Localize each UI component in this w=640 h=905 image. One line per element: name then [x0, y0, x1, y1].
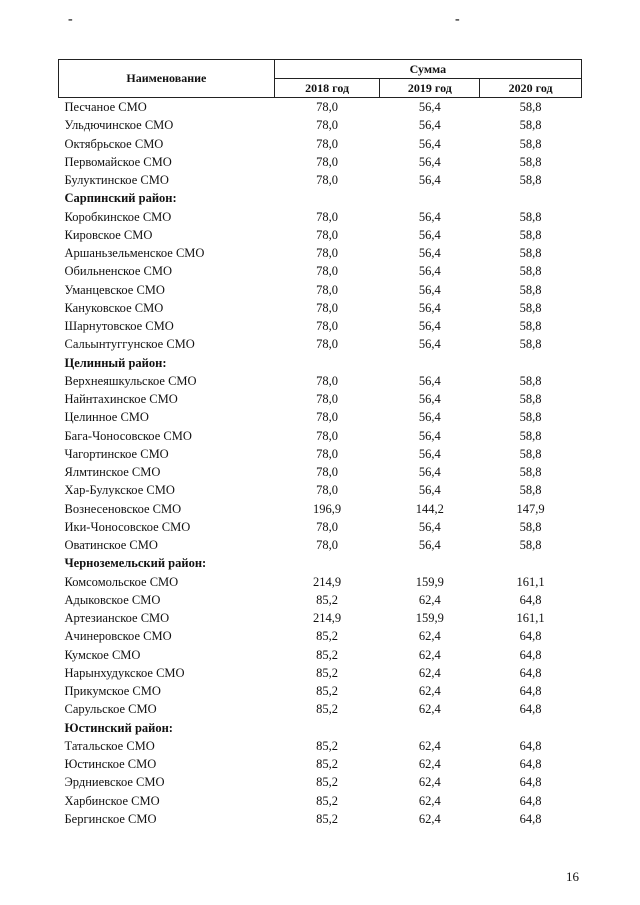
municipality-name: Ялмтинское СМО — [64, 465, 161, 480]
amount-2018: 85,2 — [316, 665, 339, 680]
amount-2018: 214,9 — [313, 611, 342, 626]
municipality-name: Шарнутовское СМО — [64, 319, 174, 334]
table-row — [59, 646, 582, 664]
table-row — [59, 299, 582, 317]
table-row — [59, 135, 582, 153]
amount-2020: 161,1 — [516, 574, 545, 589]
amount-2018: 78,0 — [316, 118, 339, 133]
amount-2019: 56,4 — [418, 428, 441, 443]
table-row — [59, 408, 582, 426]
amount-2018: 78,0 — [316, 428, 339, 443]
amount-2020: 64,8 — [519, 647, 542, 662]
amount-2018: 78,0 — [316, 373, 339, 388]
amount-2019: 62,4 — [418, 702, 441, 717]
region-name: Черноземельский район: — [64, 556, 207, 571]
column-header-2019: 2019 год — [380, 79, 480, 98]
municipality-name: Верхнеяшкульское СМО — [64, 373, 197, 388]
amount-2019: 56,4 — [418, 373, 441, 388]
amount-2018: 85,2 — [316, 793, 339, 808]
municipality-name: Кумское СМО — [64, 647, 141, 662]
municipality-name: Целинное СМО — [64, 410, 149, 425]
amount-2018: 85,2 — [316, 702, 339, 717]
table-row — [59, 810, 582, 828]
amount-2018: 85,2 — [316, 775, 339, 790]
amount-2020: 64,8 — [519, 793, 542, 808]
table-row — [59, 481, 582, 499]
amount-2019: 62,4 — [418, 665, 441, 680]
municipality-name: Ачинеровское СМО — [64, 629, 172, 644]
municipality-name: Булуктинское СМО — [64, 173, 169, 188]
amount-2020: 58,8 — [519, 209, 542, 224]
amount-2020: 58,8 — [519, 392, 542, 407]
amount-2020: 58,8 — [519, 282, 542, 297]
table-row — [59, 682, 582, 700]
table-header — [59, 60, 582, 98]
amount-2019: 56,4 — [418, 519, 441, 534]
amount-2019: 62,4 — [418, 811, 441, 826]
municipality-name: Прикумское СМО — [64, 684, 161, 699]
amount-2020: 64,8 — [519, 757, 542, 772]
region-heading-row — [59, 554, 582, 572]
municipality-name: Харбинское СМО — [64, 793, 160, 808]
amount-2020: 64,8 — [519, 665, 542, 680]
amount-2018: 78,0 — [316, 282, 339, 297]
municipality-name: Бергинское СМО — [64, 811, 157, 826]
table-row — [59, 372, 582, 390]
amount-2020: 58,8 — [519, 428, 542, 443]
amount-2020: 64,8 — [519, 629, 542, 644]
municipality-name: Первомайское СМО — [64, 154, 172, 169]
budget-table — [58, 59, 582, 828]
region-heading-row — [59, 354, 582, 372]
municipality-name: Ики-Чоносовское СМО — [64, 519, 191, 534]
municipality-name: Татальское СМО — [64, 738, 155, 753]
amount-2020: 58,8 — [519, 410, 542, 425]
amount-2020: 58,8 — [519, 227, 542, 242]
table-row — [59, 700, 582, 718]
table-row — [59, 773, 582, 791]
municipality-name: Адыковское СМО — [64, 592, 161, 607]
amount-2018: 78,0 — [316, 173, 339, 188]
table-body — [59, 98, 582, 829]
amount-2019: 56,4 — [418, 136, 441, 151]
amount-2020: 58,8 — [519, 373, 542, 388]
table-row — [59, 664, 582, 682]
amount-2019: 56,4 — [418, 337, 441, 352]
amount-2019: 62,4 — [418, 793, 441, 808]
amount-2020: 58,8 — [519, 465, 542, 480]
region-name: Сарпинский район: — [64, 191, 177, 206]
amount-2020: 64,8 — [519, 811, 542, 826]
region-name: Юстинский район: — [64, 720, 173, 735]
municipality-name: Уманцевское СМО — [64, 282, 165, 297]
amount-2020: 58,8 — [519, 154, 542, 169]
municipality-name: Кануковское СМО — [64, 300, 164, 315]
table-row — [59, 116, 582, 134]
amount-2020: 161,1 — [516, 611, 545, 626]
amount-2018: 78,0 — [316, 246, 339, 261]
amount-2019: 62,4 — [418, 592, 441, 607]
table-row — [59, 262, 582, 280]
amount-2020: 58,8 — [519, 118, 542, 133]
amount-2019: 56,4 — [418, 264, 441, 279]
amount-2018: 78,0 — [316, 446, 339, 461]
table-row — [59, 500, 582, 518]
amount-2019: 159,9 — [415, 611, 444, 626]
amount-2020: 58,8 — [519, 173, 542, 188]
amount-2019: 56,4 — [418, 465, 441, 480]
amount-2020: 58,8 — [519, 446, 542, 461]
table-row — [59, 445, 582, 463]
amount-2019: 62,4 — [418, 629, 441, 644]
column-header-2018: 2018 год — [274, 79, 380, 98]
amount-2020: 58,8 — [519, 100, 542, 115]
amount-2019: 56,4 — [418, 538, 441, 553]
municipality-name: Сальынтуггунское СМО — [64, 337, 195, 352]
municipality-name: Песчаное СМО — [64, 100, 147, 115]
amount-2019: 56,4 — [418, 227, 441, 242]
table-row — [59, 335, 582, 353]
amount-2019: 56,4 — [418, 319, 441, 334]
amount-2018: 78,0 — [316, 264, 339, 279]
amount-2020: 64,8 — [519, 702, 542, 717]
amount-2018: 85,2 — [316, 684, 339, 699]
amount-2019: 56,4 — [418, 392, 441, 407]
amount-2020: 58,8 — [519, 246, 542, 261]
amount-2020: 58,8 — [519, 136, 542, 151]
table-row — [59, 171, 582, 189]
table-row — [59, 463, 582, 481]
table-row — [59, 737, 582, 755]
municipality-name: Вознесеновское СМО — [64, 501, 182, 516]
amount-2020: 64,8 — [519, 775, 542, 790]
municipality-name: Коробкинское СМО — [64, 209, 172, 224]
amount-2019: 56,4 — [418, 483, 441, 498]
table-row — [59, 792, 582, 810]
amount-2018: 78,0 — [316, 483, 339, 498]
amount-2018: 78,0 — [316, 465, 339, 480]
region-name: Целинный район: — [64, 355, 167, 370]
amount-2018: 78,0 — [316, 100, 339, 115]
amount-2018: 78,0 — [316, 538, 339, 553]
amount-2019: 56,4 — [418, 173, 441, 188]
amount-2018: 85,2 — [316, 629, 339, 644]
amount-2019: 62,4 — [418, 738, 441, 753]
amount-2018: 78,0 — [316, 227, 339, 242]
header-mark-left: - — [68, 12, 73, 27]
amount-2018: 78,0 — [316, 300, 339, 315]
table-row — [59, 153, 582, 171]
amount-2020: 147,9 — [516, 501, 545, 516]
municipality-name: Сарульское СМО — [64, 702, 157, 717]
amount-2020: 58,8 — [519, 483, 542, 498]
amount-2018: 78,0 — [316, 410, 339, 425]
amount-2019: 144,2 — [415, 501, 444, 516]
municipality-name: Юстинское СМО — [64, 757, 157, 772]
amount-2020: 58,8 — [519, 264, 542, 279]
amount-2020: 58,8 — [519, 319, 542, 334]
amount-2020: 64,8 — [519, 738, 542, 753]
amount-2020: 64,8 — [519, 684, 542, 699]
amount-2018: 78,0 — [316, 392, 339, 407]
table-row — [59, 518, 582, 536]
amount-2018: 85,2 — [316, 592, 339, 607]
table-row — [59, 390, 582, 408]
amount-2019: 56,4 — [418, 246, 441, 261]
municipality-name: Ульдючинское СМО — [64, 118, 174, 133]
table-row — [59, 98, 582, 117]
municipality-name: Аршаньзельменское СМО — [64, 246, 205, 261]
municipality-name: Обильненское СМО — [64, 264, 172, 279]
region-heading-row — [59, 719, 582, 737]
amount-2020: 58,8 — [519, 337, 542, 352]
amount-2018: 78,0 — [316, 337, 339, 352]
column-header-name: Наименование — [59, 60, 275, 98]
table-row — [59, 755, 582, 773]
municipality-name: Нарынхудукское СМО — [64, 665, 185, 680]
amount-2020: 64,8 — [519, 592, 542, 607]
amount-2020: 58,8 — [519, 300, 542, 315]
amount-2019: 56,4 — [418, 300, 441, 315]
municipality-name: Найнтахинское СМО — [64, 392, 178, 407]
amount-2019: 56,4 — [418, 154, 441, 169]
page-number: 16 — [566, 869, 579, 884]
table-row — [59, 591, 582, 609]
header-mark-right: - — [455, 12, 460, 27]
municipality-name: Чагортинское СМО — [64, 446, 169, 461]
amount-2019: 159,9 — [415, 574, 444, 589]
table-row — [59, 317, 582, 335]
amount-2019: 56,4 — [418, 282, 441, 297]
amount-2019: 62,4 — [418, 647, 441, 662]
municipality-name: Бага-Чоносовское СМО — [64, 428, 192, 443]
table-row — [59, 427, 582, 445]
amount-2019: 56,4 — [418, 118, 441, 133]
table-row — [59, 281, 582, 299]
amount-2018: 78,0 — [316, 519, 339, 534]
amount-2019: 62,4 — [418, 757, 441, 772]
amount-2018: 85,2 — [316, 647, 339, 662]
amount-2019: 56,4 — [418, 100, 441, 115]
table-row — [59, 226, 582, 244]
municipality-name: Хар-Булукское СМО — [64, 483, 175, 498]
municipality-name: Артезианское СМО — [64, 611, 170, 626]
table-row — [59, 244, 582, 262]
amount-2018: 85,2 — [316, 757, 339, 772]
table-row — [59, 573, 582, 591]
region-heading-row — [59, 189, 582, 207]
municipality-name: Комсомольское СМО — [64, 574, 179, 589]
municipality-name: Октябрьское СМО — [64, 136, 164, 151]
amount-2018: 196,9 — [313, 501, 342, 516]
amount-2018: 78,0 — [316, 209, 339, 224]
column-header-sum: Сумма — [274, 60, 581, 79]
amount-2018: 78,0 — [316, 319, 339, 334]
amount-2019: 62,4 — [418, 684, 441, 699]
amount-2019: 56,4 — [418, 209, 441, 224]
table-row — [59, 627, 582, 645]
amount-2020: 58,8 — [519, 519, 542, 534]
table-row — [59, 609, 582, 627]
amount-2018: 85,2 — [316, 811, 339, 826]
amount-2018: 78,0 — [316, 136, 339, 151]
amount-2019: 56,4 — [418, 446, 441, 461]
amount-2018: 214,9 — [313, 574, 342, 589]
municipality-name: Кировское СМО — [64, 227, 153, 242]
amount-2019: 56,4 — [418, 410, 441, 425]
column-header-2020: 2020 год — [480, 79, 582, 98]
table-row — [59, 208, 582, 226]
table-row — [59, 536, 582, 554]
municipality-name: Оватинское СМО — [64, 538, 158, 553]
amount-2018: 85,2 — [316, 738, 339, 753]
amount-2018: 78,0 — [316, 154, 339, 169]
municipality-name: Эрдниевское СМО — [64, 775, 165, 790]
amount-2019: 62,4 — [418, 775, 441, 790]
amount-2020: 58,8 — [519, 538, 542, 553]
